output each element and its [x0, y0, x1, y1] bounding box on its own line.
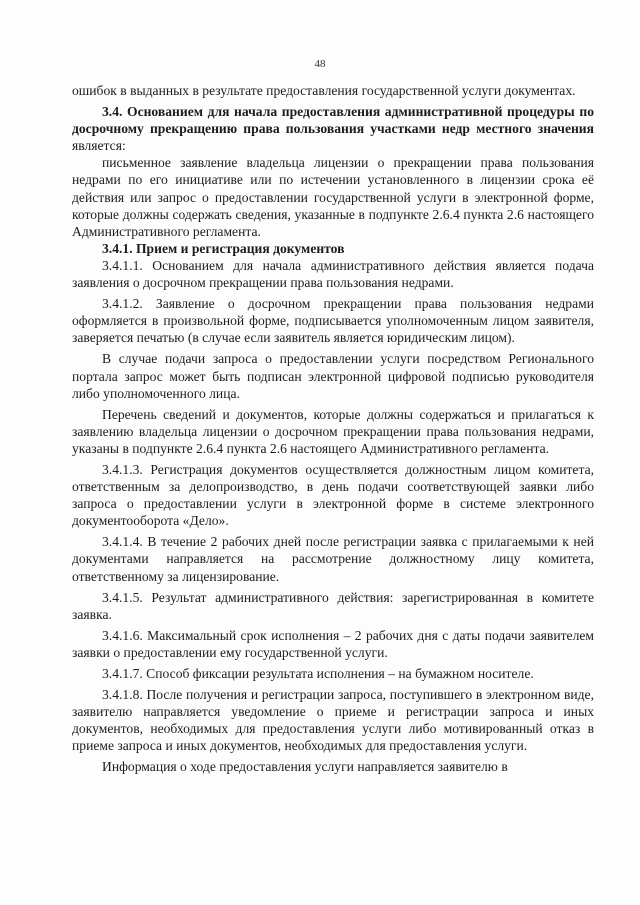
paragraph-application: письменное заявление владельца лицензии о прекращении права пользования недрами по его инициативе или по истечении установленного в лицензии срока её действия или запрос о предоставлении государственной услуги в электронной форме, которые должны содержать сведения, указанные в подпункте 2.6.4 пункта 2.6 настоящего Административного регламента. — [72, 155, 594, 239]
paragraph-3-4-1-1: 3.4.1.1. Основанием для начала административного действия является подача заявления о досрочном прекращении права пользования недрами. — [72, 257, 594, 291]
paragraph-progress-info: Информация о ходе предоставления услуги направляется заявителю в — [102, 759, 508, 775]
paragraph-regional-portal: В случае подачи запроса о предоставлении услуги посредством Регионального портала запрос может быть подписан электронной цифровой подписью руководителя либо уполномоченного лица. — [72, 351, 594, 401]
paragraph-3-4-1-5: 3.4.1.5. Результат административного действия: зарегистрированная в комитете заявка. — [72, 589, 594, 622]
page-number: 48 — [314, 58, 326, 70]
subsection-3-4-1-heading: 3.4.1. Прием и регистрация документов — [102, 240, 345, 256]
paragraph-3-4-1-4: 3.4.1.4. В течение 2 рабочих дней после регистрации заявка с прилагаемыми к ней документами направляется на рассмотрение должностному лицу комитета, ответственному за лицензирование. — [72, 534, 594, 584]
section-3-4-tail: является: — [72, 138, 126, 154]
paragraph-3-4-1-8: 3.4.1.8. После получения и регистрации запроса, поступившего в электронном виде, заявителю направляется уведомление о приеме и регистрации запроса и иных документов, необходимых для предоставления услуги либо мотивированный отказ в приеме запроса и иных документов, необходимых для предоставления услуги. — [72, 687, 594, 754]
paragraph-3-4-1-7: 3.4.1.7. Способ фиксации результата исполнения – на бумажном носителе. — [102, 666, 534, 681]
paragraph-3-4-1-6: 3.4.1.6. Максимальный срок исполнения – 2 рабочих дня с даты подачи заявителем заявки о предоставлении ему государственной услуги. — [72, 627, 594, 660]
paragraph-documents-list: Перечень сведений и документов, которые должны содержаться и прилагаться к заявлению владельца лицензии о досрочном прекращении права пользования недрами, указаны в подпункте 2.6.4 пункта 2.6 настоящего Административного регламента. — [72, 406, 594, 456]
section-3-4-paragraph — [72, 103, 594, 154]
section-3-4-heading: 3.4. Основанием для начала предоставления административной процедуры по досрочному прекращению права пользования участками недр местного значения — [72, 104, 594, 137]
paragraph-3-4-1-3: 3.4.1.3. Регистрация документов осуществляется должностным лицом комитета, ответственным за делопроизводство, в день подачи соответствующей заявки либо запроса о предоставлении услуги в электронной форме в системе электронного документооборота «Дело». — [72, 461, 594, 529]
paragraph-continuation: ошибок в выданных в результате предоставления государственной услуги документах. — [72, 83, 576, 98]
document-body — [72, 82, 594, 776]
paragraph-3-4-1-2: 3.4.1.2. Заявление о досрочном прекращении права пользования недрами оформляется в произвольной форме, подписывается уполномоченным лицом заявителя, заверяется печатью (в случае если заявитель является юридическим лицом). — [72, 296, 594, 346]
